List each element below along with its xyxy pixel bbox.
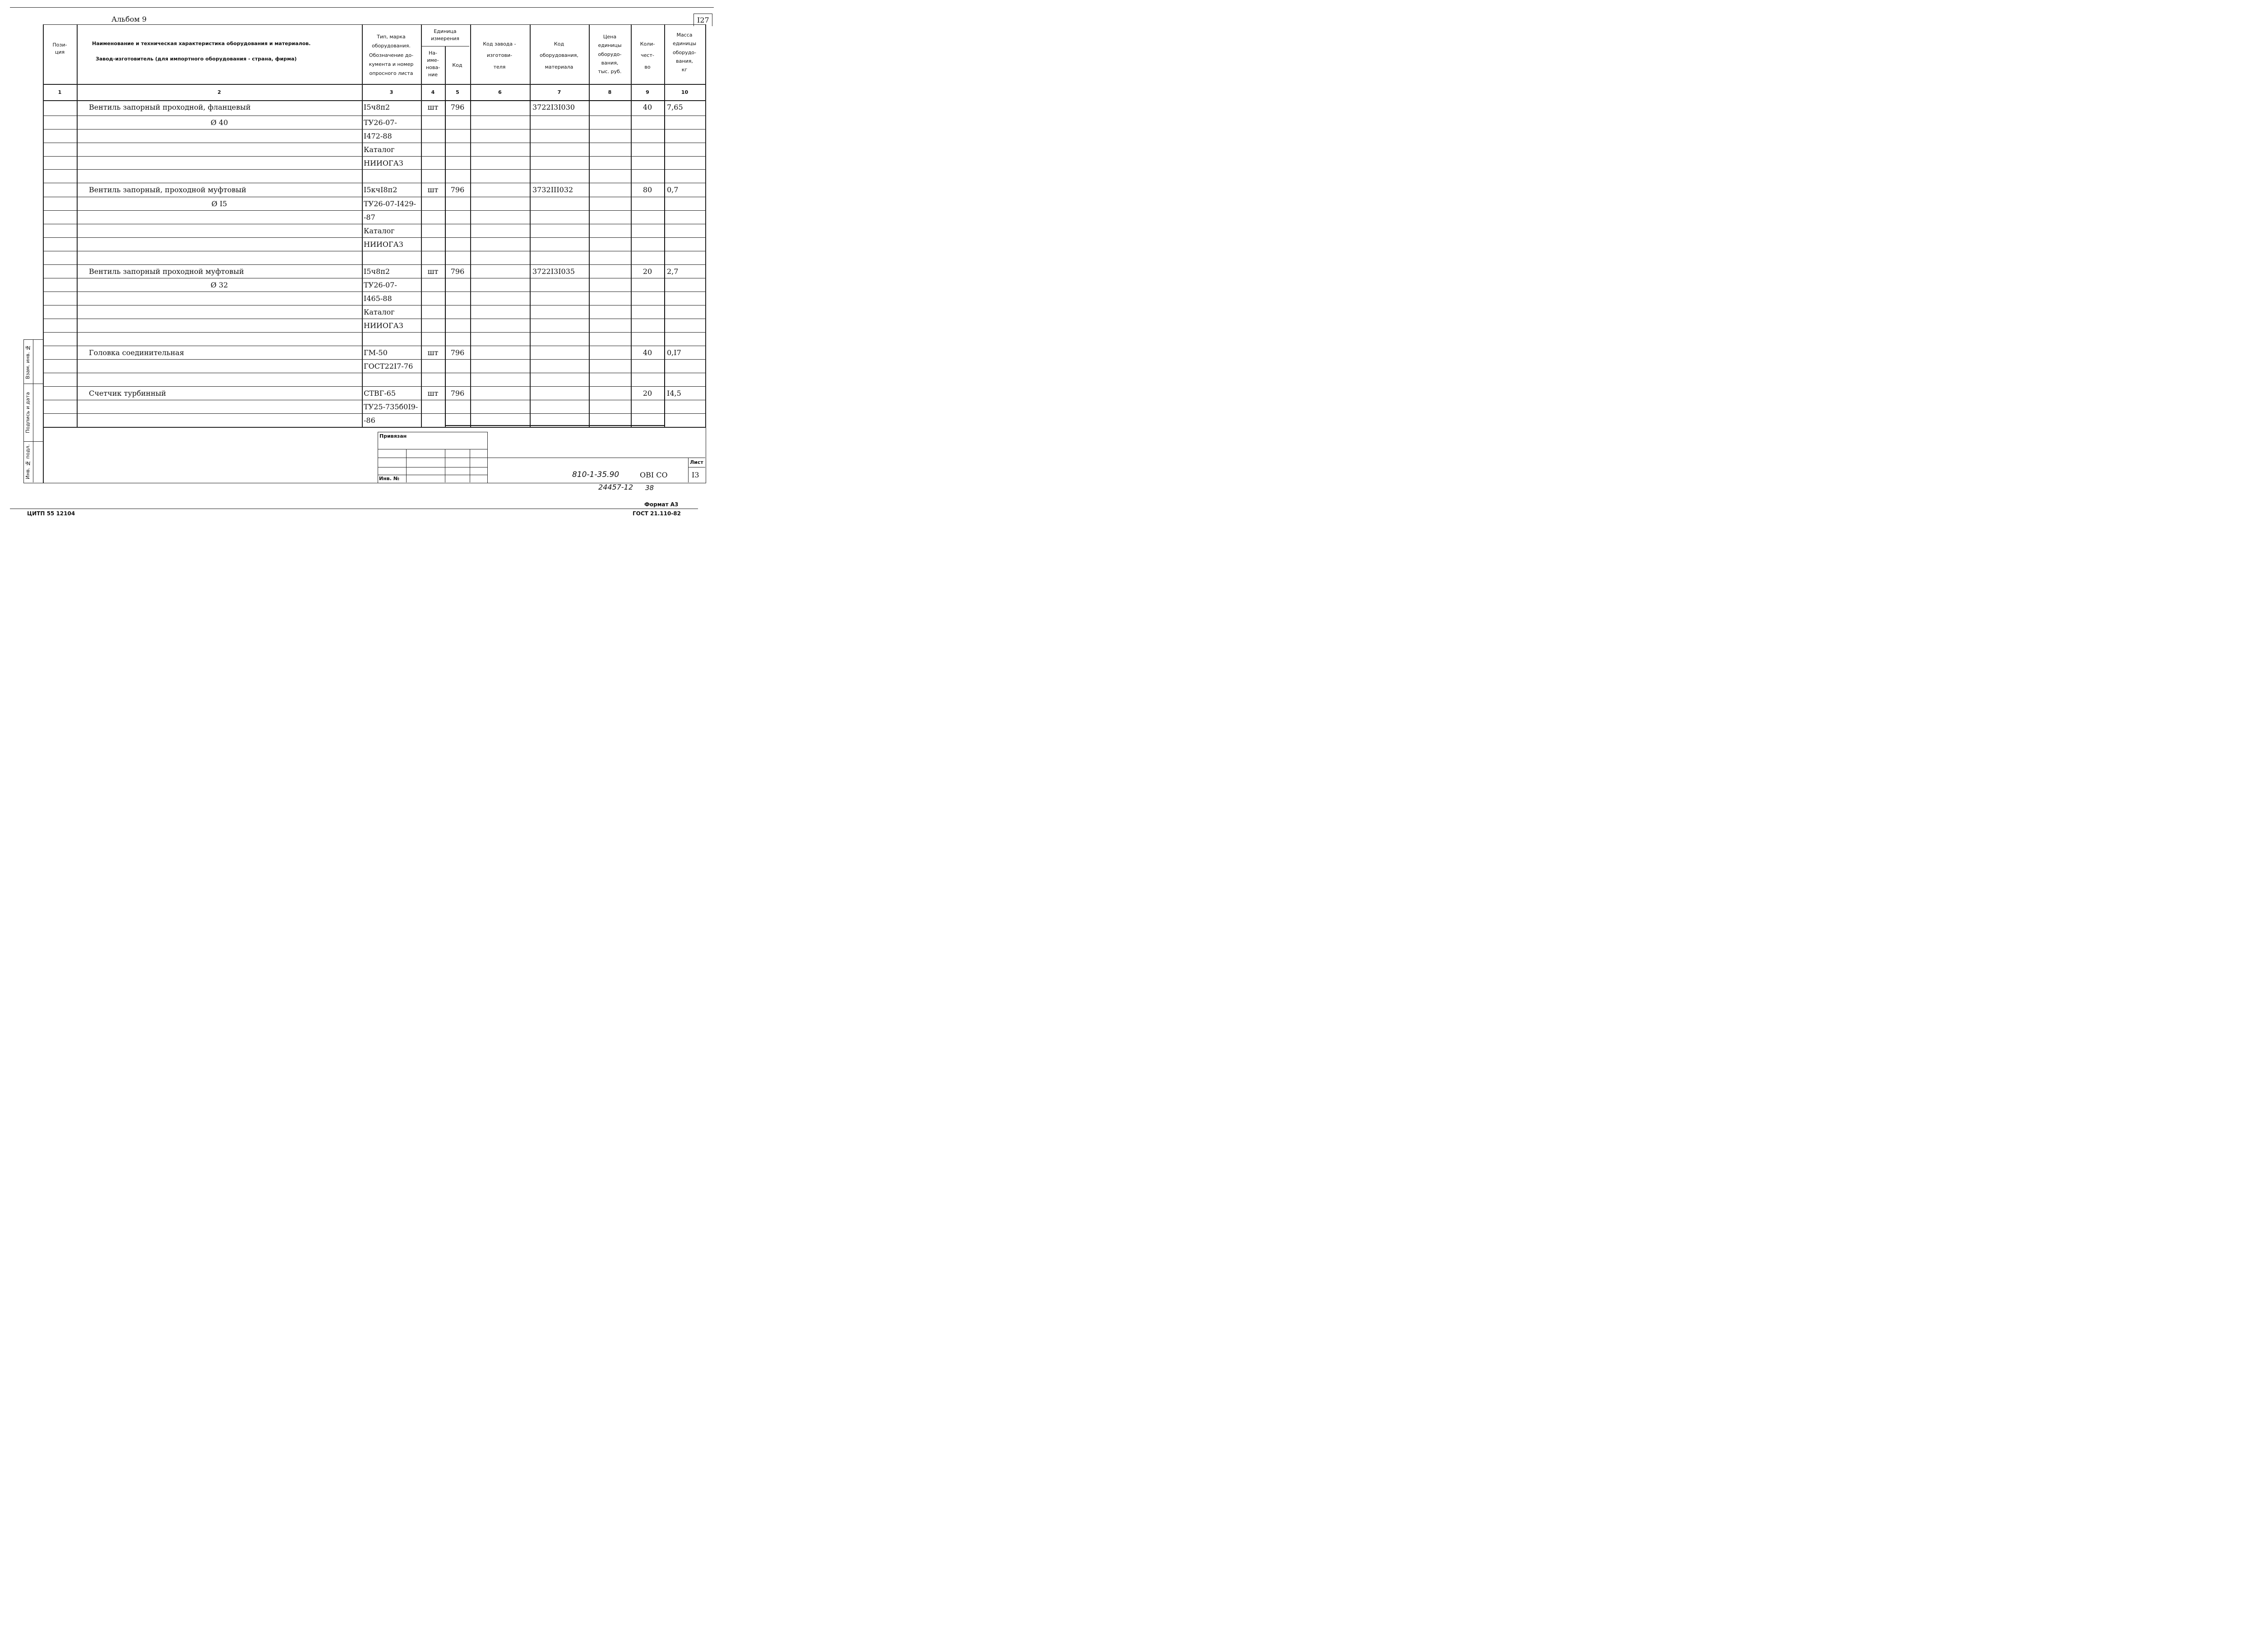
item-unit-code: 796	[450, 348, 465, 357]
column-number: 4	[431, 89, 435, 95]
column-number: 10	[681, 89, 689, 95]
item-unit-code: 796	[450, 267, 465, 276]
column-number: 1	[58, 89, 62, 95]
item-diameter: Ø 40	[210, 118, 228, 127]
item-unit-code: 796	[450, 389, 465, 398]
column-number: 6	[498, 89, 502, 95]
item-type: НИИОГАЗ	[364, 159, 403, 167]
item-qty: 80	[643, 185, 652, 194]
item-type: I5кчI8п2	[364, 185, 398, 194]
item-type: I5ч8п2	[364, 103, 390, 111]
item-type: -87	[364, 213, 375, 222]
header-name-line2: Завод-изготовитель (для импортного оборудования - страна, фирма)	[96, 56, 297, 62]
column-line	[421, 24, 422, 427]
footer-gost: ГОСТ 21.110-82	[633, 510, 681, 517]
column-line	[77, 24, 78, 427]
header-type: Тип, марка оборудования. Обозначение до- кумента и номер опросного листа	[369, 34, 414, 77]
header-qty: Коли- чест- во	[640, 41, 655, 70]
item-equip-code: 3722I3I035	[532, 267, 575, 276]
item-qty: 20	[643, 389, 652, 398]
handwritten-number: 38	[645, 484, 654, 492]
item-type: НИИОГАЗ	[364, 240, 403, 249]
doc-mark: OBI CO	[640, 471, 668, 479]
item-name: Вентиль запорный, проходной муфтовый	[89, 185, 246, 194]
thick-block	[445, 100, 665, 426]
item-unit-code: 796	[450, 103, 465, 111]
stamp-inv-no: Инв. №	[379, 476, 400, 481]
header-price: Цена единицы оборудо- вания, тыс. руб.	[598, 34, 622, 74]
footer-left: ЦИТП 55 12104	[27, 510, 75, 517]
column-line	[705, 24, 706, 427]
item-type: ГОСТ22I7-76	[364, 362, 413, 370]
item-qty: 40	[643, 348, 652, 357]
column-line	[362, 24, 363, 427]
side-label-podpis: Подпись и дата	[25, 392, 31, 433]
item-name: Вентиль запорный проходной, фланцевый	[89, 103, 251, 111]
item-diameter: Ø 32	[210, 281, 228, 289]
item-type: Каталог	[364, 145, 395, 154]
side-label-inv: Инв. № подл.	[25, 444, 31, 479]
doc-code: 810-1-35.90	[572, 470, 619, 479]
column-number: 8	[608, 89, 612, 95]
header-factory-code: Код завода - изготови- теля	[483, 41, 516, 70]
column-number: 2	[217, 89, 221, 95]
item-qty: 40	[643, 103, 652, 111]
item-type: I465-88	[364, 294, 392, 303]
item-type: НИИОГАЗ	[364, 321, 403, 330]
item-equip-code: 3722I3I030	[532, 103, 575, 111]
handwritten-code: 24457-12	[598, 483, 633, 491]
item-unit: шт	[427, 185, 439, 194]
sheet-label: Лист	[690, 459, 703, 465]
column-number: 9	[646, 89, 649, 95]
item-name: Вентиль запорный проходной муфтовый	[89, 267, 244, 276]
item-type: Каталог	[364, 308, 395, 316]
footer-format: Формат А3	[644, 501, 679, 508]
header-equip-code: Код оборудования, материала	[540, 41, 578, 70]
item-type: ТУ26-07-I429-	[364, 199, 416, 208]
item-unit: шт	[427, 267, 439, 276]
stamp-privyazan: Привязан	[379, 433, 407, 439]
item-unit: шт	[427, 389, 439, 398]
item-name: Головка соединительная	[89, 348, 185, 357]
item-unit: шт	[427, 103, 439, 111]
item-mass: 7,65	[667, 103, 683, 111]
item-type: ТУ25-735б0I9-	[364, 403, 418, 411]
item-name: Счетчик турбинный	[89, 389, 166, 398]
item-type: ГМ-50	[364, 348, 388, 357]
column-number: 7	[557, 89, 561, 95]
item-type: ТУ26-07-	[364, 281, 397, 289]
sheet-number: I3	[692, 471, 699, 479]
item-mass: 0,I7	[667, 348, 681, 357]
item-type: -86	[364, 416, 375, 425]
album-title: Альбом 9	[111, 15, 147, 23]
header-position: Пози- ция	[52, 42, 67, 55]
header-mass: Масса единицы оборудо- вания, кг	[672, 32, 697, 73]
item-equip-code: 3732III032	[532, 185, 573, 194]
item-unit-code: 796	[450, 185, 465, 194]
header-unit-code: Код	[452, 62, 462, 68]
header-unit-name: На- име- нова- ние	[425, 50, 440, 78]
item-mass: I4,5	[667, 389, 681, 398]
header-unit-group: Единица измерения	[431, 28, 459, 42]
item-unit: шт	[427, 348, 439, 357]
column-number: 3	[389, 89, 393, 95]
column-number: 5	[456, 89, 459, 95]
item-type: ТУ26-07-	[364, 118, 397, 127]
item-diameter: Ø I5	[211, 199, 227, 208]
item-mass: 2,7	[667, 267, 679, 276]
page-number-top-text: I27	[697, 16, 709, 24]
item-type: СТВГ-65	[364, 389, 396, 398]
frame-topline-extension	[10, 7, 714, 8]
header-name-line1: Наименование и техническая характеристика оборудования и материалов.	[92, 41, 311, 46]
item-type: I472-88	[364, 132, 392, 140]
item-type: Каталог	[364, 227, 395, 235]
item-mass: 0,7	[667, 185, 679, 194]
side-label-vzam: Взам. инв. №	[25, 344, 31, 379]
item-qty: 20	[643, 267, 652, 276]
item-type: I5ч8п2	[364, 267, 390, 276]
